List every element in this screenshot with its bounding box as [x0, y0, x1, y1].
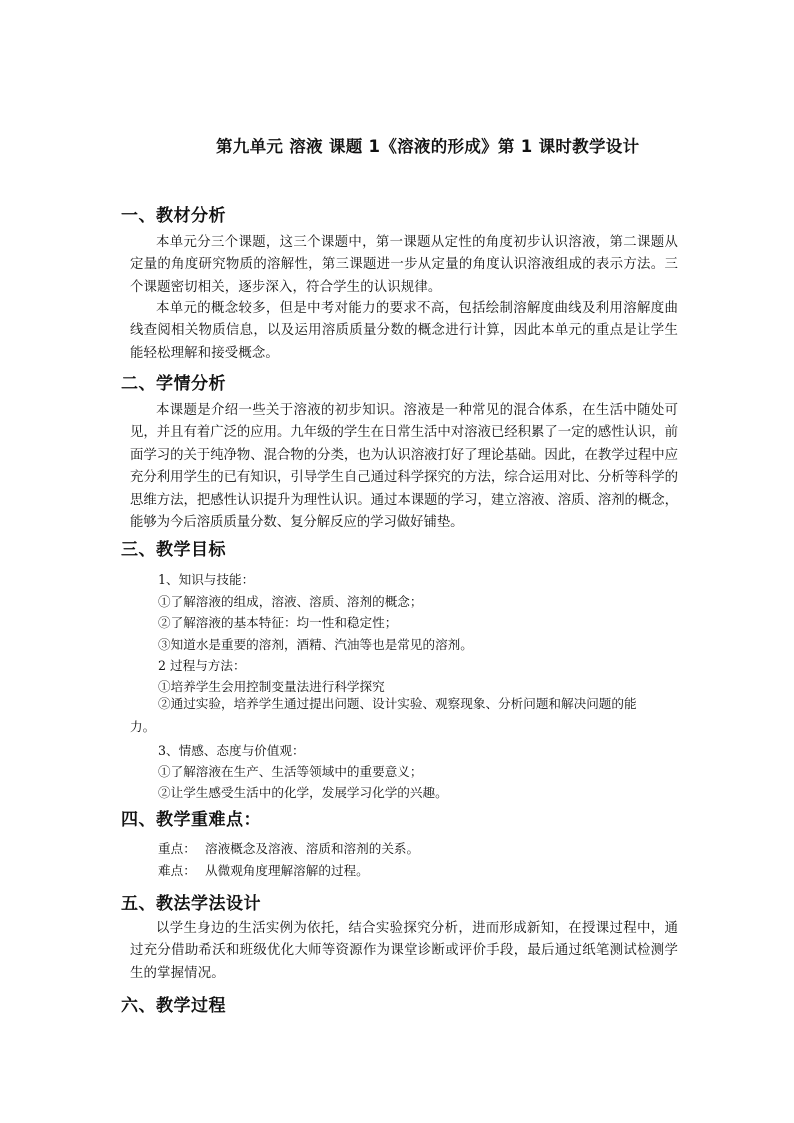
difficult-point-row: [158, 860, 369, 879]
section-heading-methods-design: 五、教法学法设计: [121, 894, 261, 914]
objective-item: 2 过程与方法：: [158, 658, 246, 673]
difficult-point-label: 难点：: [158, 863, 196, 878]
difficult-point-text: 从微观角度理解溶解的过程。: [205, 863, 369, 878]
section-heading-teaching-process: 六、教学过程: [121, 996, 226, 1016]
objective-item: 3、情感、态度与价值观：: [158, 743, 305, 758]
paragraph: 以学生身边的生活实例为依托，结合实验探究分析，进而形成新知，在授课过程中，通过充分借助希沃和班级优化大师等资源作为课堂诊断或评价手段，最后通过纸笔测试检测学生的掌握情况。: [130, 921, 678, 981]
paragraph: 本单元分三个课题，这三个课题中，第一课题从定性的角度初步认识溶液，第二课题从定量的角度研究物质的溶解性，第三课题进一步从定量的角度认识溶液组成的表示方法。三个课题密切相关，逐步深入，符合学生的认识规律。: [130, 235, 678, 295]
objective-item: ①了解溶液在生产、生活等领域中的重要意义；: [158, 764, 423, 779]
section-heading-teaching-objectives: 三、教学目标: [121, 540, 226, 560]
paragraph: 本单元的概念较多，但是中考对能力的要求不高，包括绘制溶解度曲线及利用溶解度曲线查阅相关物质信息，以及运用溶质质量分数的概念进行计算，因此本单元的重点是让学生能轻松理解和接受概念。: [130, 301, 678, 361]
section-heading-materials-analysis: 一、教材分析: [121, 206, 226, 226]
key-point-text: 溶液概念及溶液、溶质和溶剂的关系。: [205, 841, 420, 856]
section-heading-key-difficult-points: 四、教学重难点：: [121, 810, 261, 830]
objective-item: ②了解溶液的基本特征：均一性和稳定性；: [158, 615, 398, 630]
paragraph: 本课题是介绍一些关于溶液的初步知识。溶液是一种常见的混合体系，在生活中随处可见，并且有着广泛的应用。九年级的学生在日常生活中对溶液已经积累了一定的感性认识，前面学习的关于纯净物、混合物的分类，也为认识溶液打好了理论基础。因此，在教学过程中应充分利用学生的已有知识，引导学生自己通过科学探究的方法，综合运用对比、分析等科学的思维方法，把感性认识提升为理性认识。通过本课题的学习，建立溶液、溶质、溶剂的概念，能够为今后溶质质量分数、复分解反应的学习做好铺垫。: [130, 403, 678, 531]
objective-item: ②让学生感受生活中的化学，发展学习化学的兴趣。: [158, 785, 448, 800]
objective-item: ②通过实验，培养学生通过提出问题、设计实验、观察现象、分析问题和解决问题的能力。: [130, 696, 637, 734]
section-heading-learner-analysis: 二、学情分析: [121, 374, 226, 394]
objective-item: 1、知识与技能：: [158, 572, 255, 587]
objective-item: ③知道水是重要的溶剂，酒精、汽油等也是常见的溶剂。: [158, 637, 473, 652]
objective-item: ①培养学生会用控制变量法进行科学探究: [158, 679, 385, 694]
document-title: 第九单元 溶液 课题 1《溶液的形成》第 1 课时教学设计: [216, 137, 640, 156]
key-point-row: [158, 838, 419, 857]
key-point-label: 重点：: [158, 841, 196, 856]
objective-item: ①了解溶液的组成，溶液、溶质、溶剂的概念；: [158, 594, 423, 609]
